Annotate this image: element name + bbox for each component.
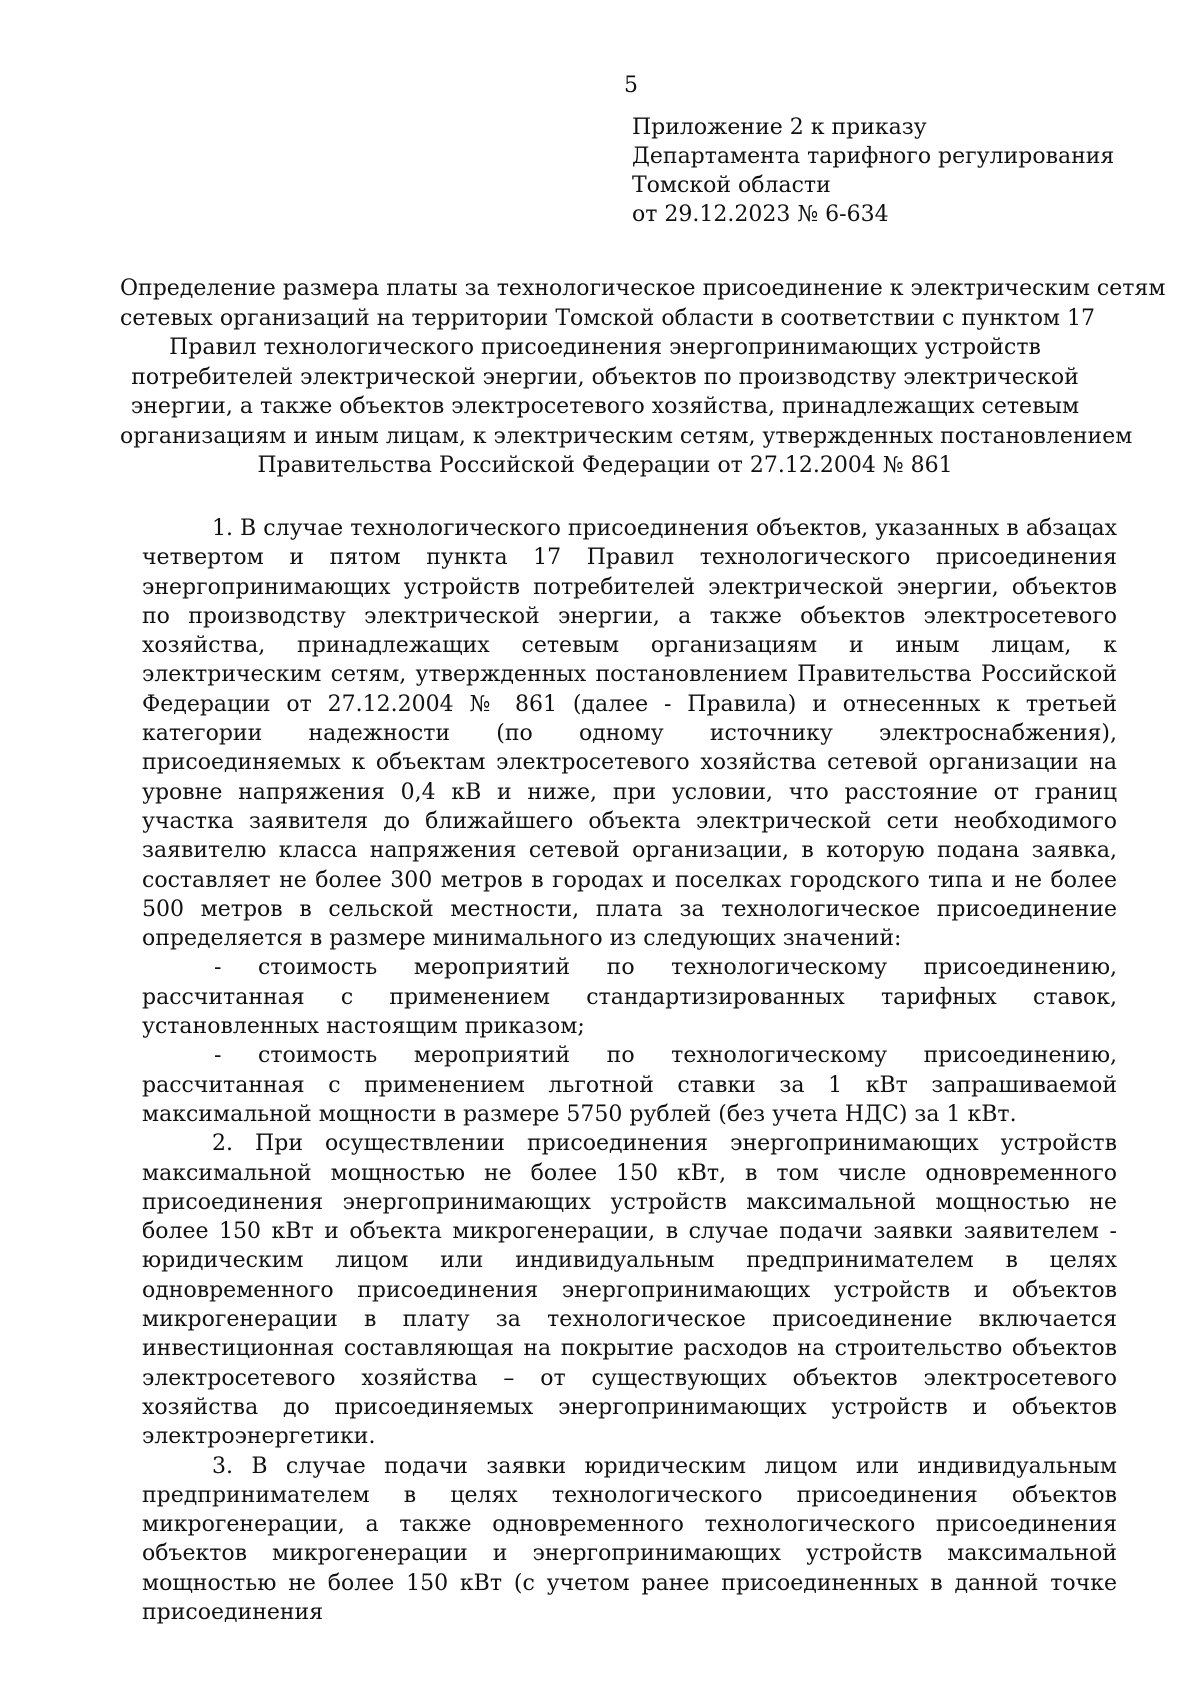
paragraph-2: 2. При осуществлении присоединения энергопринимающих устройств максимальной мощностью не более 150 кВт, в том числе одновременного присоединения энергопринимающих устройств максимальной мощностью не более 150 кВт и объекта микрогенерации, в случае подачи заявки заявителем - юридическим лицом или индивидуальным предпринимателем в целях одновременного присоединения энергопринимающих устройств и объектов микрогенерации в плату за технологическое присоединение включается инвестиционная составляющая на покрытие расходов на строительство объектов электросетевого хозяйства – от существующих объектов электросетевого хозяйства до присоединяемых энергопринимающих устройств и объектов электроэнергетики. [142, 1131, 1117, 1450]
paragraph-1-item-b: - стоимость мероприятий по технологическому присоединению, рассчитанная с применением льготной ставки за 1 кВт запрашиваемой максимальной мощности в размере 5750 рублей (без учета НДС) за 1 кВт. [142, 1043, 1117, 1127]
title-line-1: Определение размера платы за технологическое присоединение к электрическим сетям [120, 276, 1166, 301]
title-line-3: Правил технологического присоединения энергопринимающих устройств [169, 335, 1041, 360]
title-line-7: Правительства Российской Федерации от 27.12.2004 № 861 [257, 453, 953, 478]
document-body [142, 514, 1117, 1627]
paragraph-1: 1. В случае технологического присоединения объектов, указанных в абзацах четвертом и пятом пункта 17 Правил технологического присоединения энергопринимающих устройств потребителей электрической энергии, объектов по производству электрической энергии, а также объектов электросетевого хозяйства, принадлежащих сетевым организациям и иным лицам, к электрическим сетям, утвержденных постановлением Правительства Российской Федерации от 27.12.2004 № 861 (далее - Правила) и отнесенных к третьей категории надежности (по одному источнику электроснабжения), присоединяемых к объектам электросетевого хозяйства сетевой организации на уровне напряжения 0,4 кВ и ниже, при условии, что расстояние от границ участка заявителя до ближайшего объекта электрической сети необходимого заявителю класса напряжения сетевой организации, в которую подана заявка, составляет не более 300 метров в городах и поселках городского типа и не более 500 метров в сельской местности, плата за технологическое присоединение определяется в размере минимального из следующих значений: [142, 516, 1117, 952]
title-line-5: энергии, а также объектов электросетевого хозяйства, принадлежащих сетевым [130, 394, 1080, 419]
appendix-line-1: Приложение 2 к приказу [632, 115, 927, 140]
appendix-header [632, 113, 1152, 229]
paragraph-1-item-a: - стоимость мероприятий по технологическому присоединению, рассчитанная с применением стандартизированных тарифных ставок, установленных настоящим приказом; [142, 955, 1117, 1040]
appendix-line-4: от 29.12.2023 № 6-634 [632, 202, 889, 227]
document-title [120, 274, 1166, 481]
title-line-6: организациям и иным лицам, к электрическим сетям, утвержденных постановлением [120, 423, 1133, 449]
paragraph-3: 3. В случае подачи заявки юридическим лицом или индивидуальным предпринимателем в целях технологического присоединения объектов микрогенерации, а также одновременного технологического присоединения объектов микрогенерации и энергопринимающих устройств максимальной мощностью не более 150 кВт (с учетом ранее присоединенных в данной точке присоединения [142, 1453, 1117, 1625]
title-line-4: потребителей электрической энергии, объектов по производству электрической [131, 364, 1079, 390]
title-line-2: сетевых организаций на территории Томской области в соответствии с пунктом 17 [120, 305, 1096, 331]
appendix-line-3: Томской области [632, 173, 831, 198]
appendix-line-2: Департамента тарифного регулирования [632, 144, 1115, 169]
page-number: 5 [624, 73, 638, 98]
